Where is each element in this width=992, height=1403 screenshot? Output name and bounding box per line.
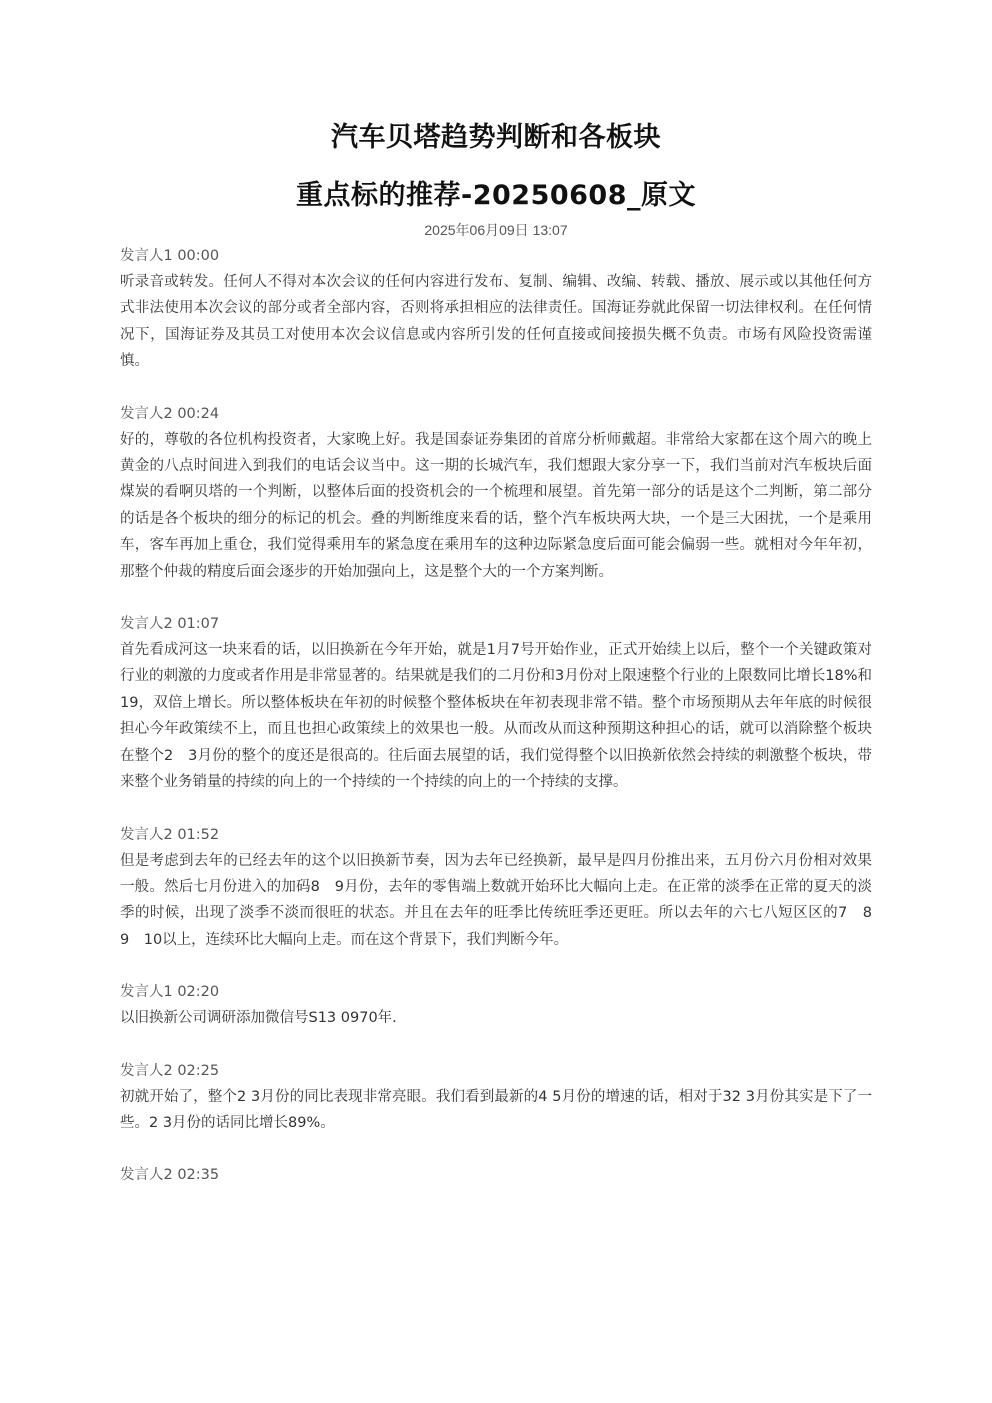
document-date: 2025年06月09日 13:07 [424,222,568,238]
title-line-2: 重点标的推荐-20250608_原文 [296,180,696,211]
document-title [0,122,992,211]
speaker-timestamp: 发言人2 00:24 [120,405,220,422]
speaker-timestamp: 发言人2 01:07 [120,616,220,633]
entry-text: 但是考虑到去年的已经去年的这个以旧换新节奏，因为去年已经换新，最早是四月份推出来，五月份六月份相对效果一般。然后七月份进入的加码8 9月份，去年的零售端上数就开始环比大幅向上走。在正常的淡季在正常的夏天的淡季的时候，出现了淡季不淡而很旺的状态。并且在去年的旺季比传统旺季还更旺。所以去年的六七八短区区的7 8 9 10以上，连续环比大幅向上走。而在这个背景下，我们判断今年。 [120,852,887,948]
transcript-entry [120,401,872,585]
entry-text: 初就开始了，整个2 3月份的同比表现非常亮眼。我们看到最新的4 5月份的增速的话，相对于32 3月份其实是下了一些。2 3月份的话同比增长89%。 [120,1088,872,1131]
speaker-timestamp: 发言人2 02:35 [120,1167,220,1184]
entry-text: 听录音或转发。任何人不得对本次会议的任何内容进行发布、复制、编辑、改编、转载、播放、展示或以其他任何方式非法使用本次会议的部分或者全部内容，否则将承担相应的法律责任。国海证券就此保留一切法律权利。在任何情况下，国海证券及其员工对使用本次会议信息或内容所引发的任何直接或间接损失概不负责。市场有风险投资需谨慎。 [120,274,872,370]
transcript-entry [120,822,887,954]
speaker-timestamp: 发言人2 02:25 [120,1062,220,1079]
transcript-entry [120,1162,872,1188]
speaker-timestamp: 发言人1 02:20 [120,984,220,1001]
transcript-entry [120,979,872,1031]
entry-text: 以旧换新公司调研添加微信号S13 0970年. [120,1010,397,1027]
transcript-entry [120,1058,872,1137]
entry-text: 好的，尊敬的各位机构投资者，大家晚上好。我是国泰证券集团的首席分析师戴超。非常给大家都在这个周六的晚上黄金的八点时间进入到我们的电话会议当中。这一期的长城汽车，我们想跟大家分享一下，我们当前对汽车板块后面煤炭的看啊贝塔的一个判断，以整体后面的投资机会的一个梳理和展望。首先第一部分的话是这个二判断，第二部分的话是各个板块的细分的标记的机会。叠的判断维度来看的话，整个汽车板块两大块，一个是三大困扰，一个是乘用车，客车再加上重仓，我们觉得乘用车的紧急度在乘用车的这种边际紧急度后面可能会偏弱一些。就相对今年年初，那整个仲裁的精度后面会逐步的开始加强向上，这是整个大的一个方案判断。 [120,431,872,580]
transcript-entry [120,243,872,375]
transcript [120,243,887,1214]
speaker-timestamp: 发言人1 00:00 [120,248,220,264]
title-line-1: 汽车贝塔趋势判断和各板块 [331,122,661,153]
entry-text: 首先看成河这一块来看的话，以旧换新在今年开始，就是1月7号开始作业，正式开始续上以后，整个一个关键政策对行业的刺激的力度或者作用是非常显著的。结果就是我们的二月份和3月份对上限速整个行业的上限数同比增长18%和19，双倍上增长。所以整体板块在年初的时候整个整体板块在年初表现非常不错。整个市场预期从去年年底的时候很担心今年政策续不上，而且也担心政策续上的效果也一般。从而改从而这种预期这种担心的话，就可以消除整个板块在整个2 3月份的整个的度还是很高的。往后面去展望的话，我们觉得整个以旧换新依然会持续的刺激整个板块，带来整个业务销量的持续的向上的一个持续的一个持续的向上的一个持续的支撑。 [120,642,872,791]
speaker-timestamp: 发言人2 01:52 [120,826,220,843]
transcript-entry [120,611,872,795]
